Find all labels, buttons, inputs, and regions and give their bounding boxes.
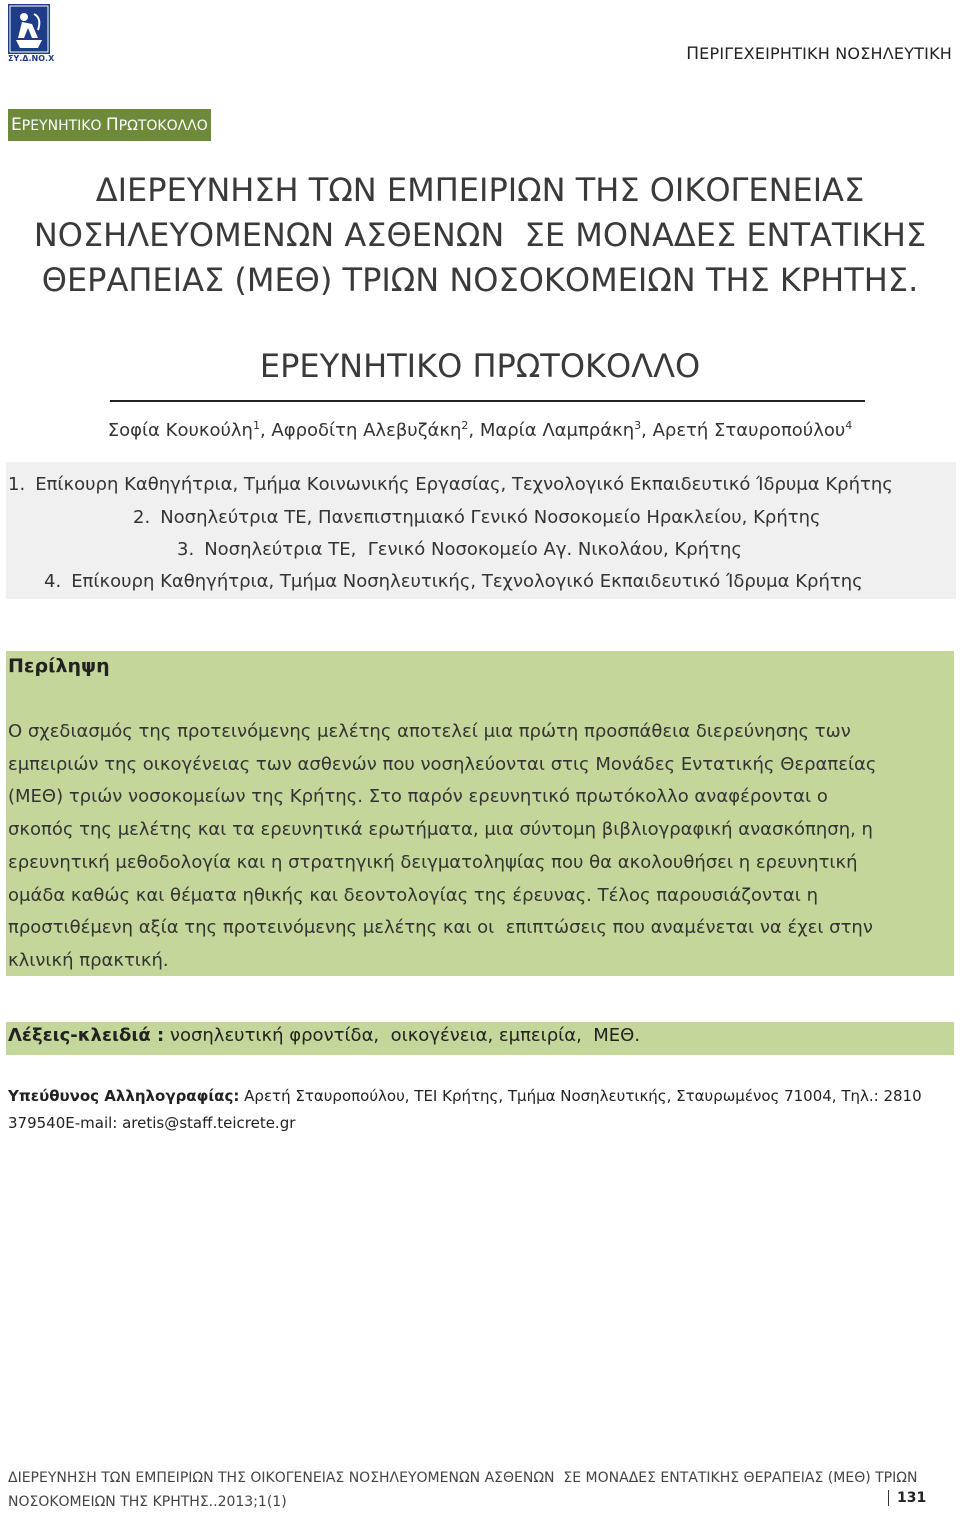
keywords-text: νοσηλευτική φροντίδα, οικογένεια, εμπειρία, ΜΕΘ. [164,1025,641,1046]
author-name: Αρετή Σταυροπούλου [652,420,846,441]
affiliation-item: 1. Επίκουρη Καθηγήτρια, Τμήμα Κοινωνικής Εργασίας, Τεχνολογικό Εκπαιδευτικό Ίδρυμα Κρήτης [8,474,893,495]
abstract-line: εμπειριών της οικογένειας των ασθενών που νοσηλεύονται στις Μονάδες Εντατικής Θεραπείας [8,753,877,775]
affiliation-item: 4. Επίκουρη Καθηγήτρια, Τμήμα Νοσηλευτικής, Τεχνολογικό Εκπαιδευτικό Ίδρυμα Κρήτης [44,571,863,592]
keywords [8,1025,640,1046]
abstract-line: (ΜΕΘ) τριών νοσοκομείων της Κρήτης. Στο παρόν ερευνητικό πρωτόκολλο αναφέρονται ο [8,786,828,808]
correspondence-label: Υπεύθυνος Αλληλογραφίας: [8,1087,240,1105]
author-name: Σοφία Κουκούλη [107,420,253,441]
author-list: Σοφία Κουκούλη$^1$, Αφροδίτη Αλεβυζάκη$^2$, Μαρία Λαμπράκη$^3$, Αρετή Σταυροπούλου$^4$ [107,419,853,441]
author-name: Αφροδίτη Αλεβυζάκη [271,420,462,441]
article-title [0,168,960,303]
protocol-heading: ΕΡΕΥΝΗΤΙΚΟ ΠΡΩΤΟΚΟΛΛΟ [259,347,701,385]
page-number: 131 [888,1490,926,1506]
title-line: ΔΙΕΡΕΥΝΗΣΗ ΤΩΝ ΕΜΠΕΙΡΙΩΝ ΤΗΣ ΟΙΚΟΓΕΝΕΙΑΣ [95,171,865,209]
abstract-line: Ο σχεδιασμός της προτεινόμενης μελέτης αποτελεί μια πρώτη προσπάθεια διερεύνησης των [8,721,851,742]
abstract-line: σκοπός της μελέτης και τα ερευνητικά ερωτήματα, μια σύντομη βιβλιογραφική ανασκόπηση, η [8,819,873,841]
title-line: ΘΕΡΑΠΕΙΑΣ (ΜΕΘ) ΤΡΙΩΝ ΝΟΣΟΚΟΜΕΙΩΝ ΤΗΣ ΚΡΗΤΗΣ. [41,261,919,299]
journal-logo [8,4,55,64]
journal-title: ΠΕΡΙΓΕΧΕΙΡΗΤΙΚΗ ΝΟΣΗΛΕΥΤΙΚΗ [686,44,952,64]
section-label: ΕΡΕΥΝΗΤΙΚΟ ΠΡΩΤΟΚΟΛΛΟ [8,109,211,141]
divider [110,400,865,402]
abstract-heading: Περίληψη [8,655,110,677]
footer-running-title: ΔΙΕΡΕΥΝΗΣΗ ΤΩΝ ΕΜΠΕΙΡΙΩΝ ΤΗΣ ΟΙΚΟΓΕΝΕΙΑΣ ΝΟΣΗΛΕΥΟΜΕΝΩΝ ΑΣΘΕΝΩΝ ΣΕ ΜΟΝΑΔΕΣ ΕΝΤΑΤΙΚΗΣ ΘΕΡΑΠΕΙΑΣ (ΜΕΘ) ΤΡΙΩΝ ΝΟΣΟΚΟΜΕΙΩΝ ΤΗΣ ΚΡΗΤΗΣ..2013;1(1) [8,1470,918,1510]
abstract-line: ομάδα καθώς και θέματα ηθικής και δεοντολογίας της έρευνας. Τέλος παρουσιάζονται η [8,884,818,906]
affiliation-item: 2. Νοσηλεύτρια ΤΕ, Πανεπιστημιακό Γενικό Νοσοκομείο Ηρακλείου, Κρήτης [133,507,821,528]
abstract-line: προστιθέμενη αξία της προτεινόμενης μελέτης και οι επιπτώσεις που αναμένεται να έχει στην [8,917,873,939]
keywords-label: Λέξεις-κλειδιά : [8,1025,165,1046]
author-name: Μαρία Λαμπράκη [479,420,635,441]
abstract-body [8,716,948,978]
title-line: ΝΟΣΗΛΕΥΟΜΕΝΩΝ ΑΣΘΕΝΩΝ ΣΕ ΜΟΝΑΔΕΣ ΕΝΤΑΤΙΚΗΣ [33,216,927,254]
affiliation-item: 3. Νοσηλεύτρια ΤΕ, Γενικό Νοσοκομείο Αγ. Νικολάου, Κρήτης [177,539,742,560]
abstract-line: κλινική πρακτική. [8,949,169,971]
abstract-line: ερευνητική μεθοδολογία και η στρατηγική δειγματοληψίας που θα ακολουθήσει η ερευνητική [8,851,858,873]
correspondence: Υπεύθυνος Αλληλογραφίας: Αρετή Σταυροπούλου, ΤΕΙ Κρήτης, Τμήμα Νοσηλευτικής, Σταυρωμένος 71004, Τηλ.: 2810 379540E-mail: aretis@staff.teicrete.gr [8,1087,922,1132]
logo-text: ΣΥ.Δ.ΝΟ.Χ [8,54,55,63]
